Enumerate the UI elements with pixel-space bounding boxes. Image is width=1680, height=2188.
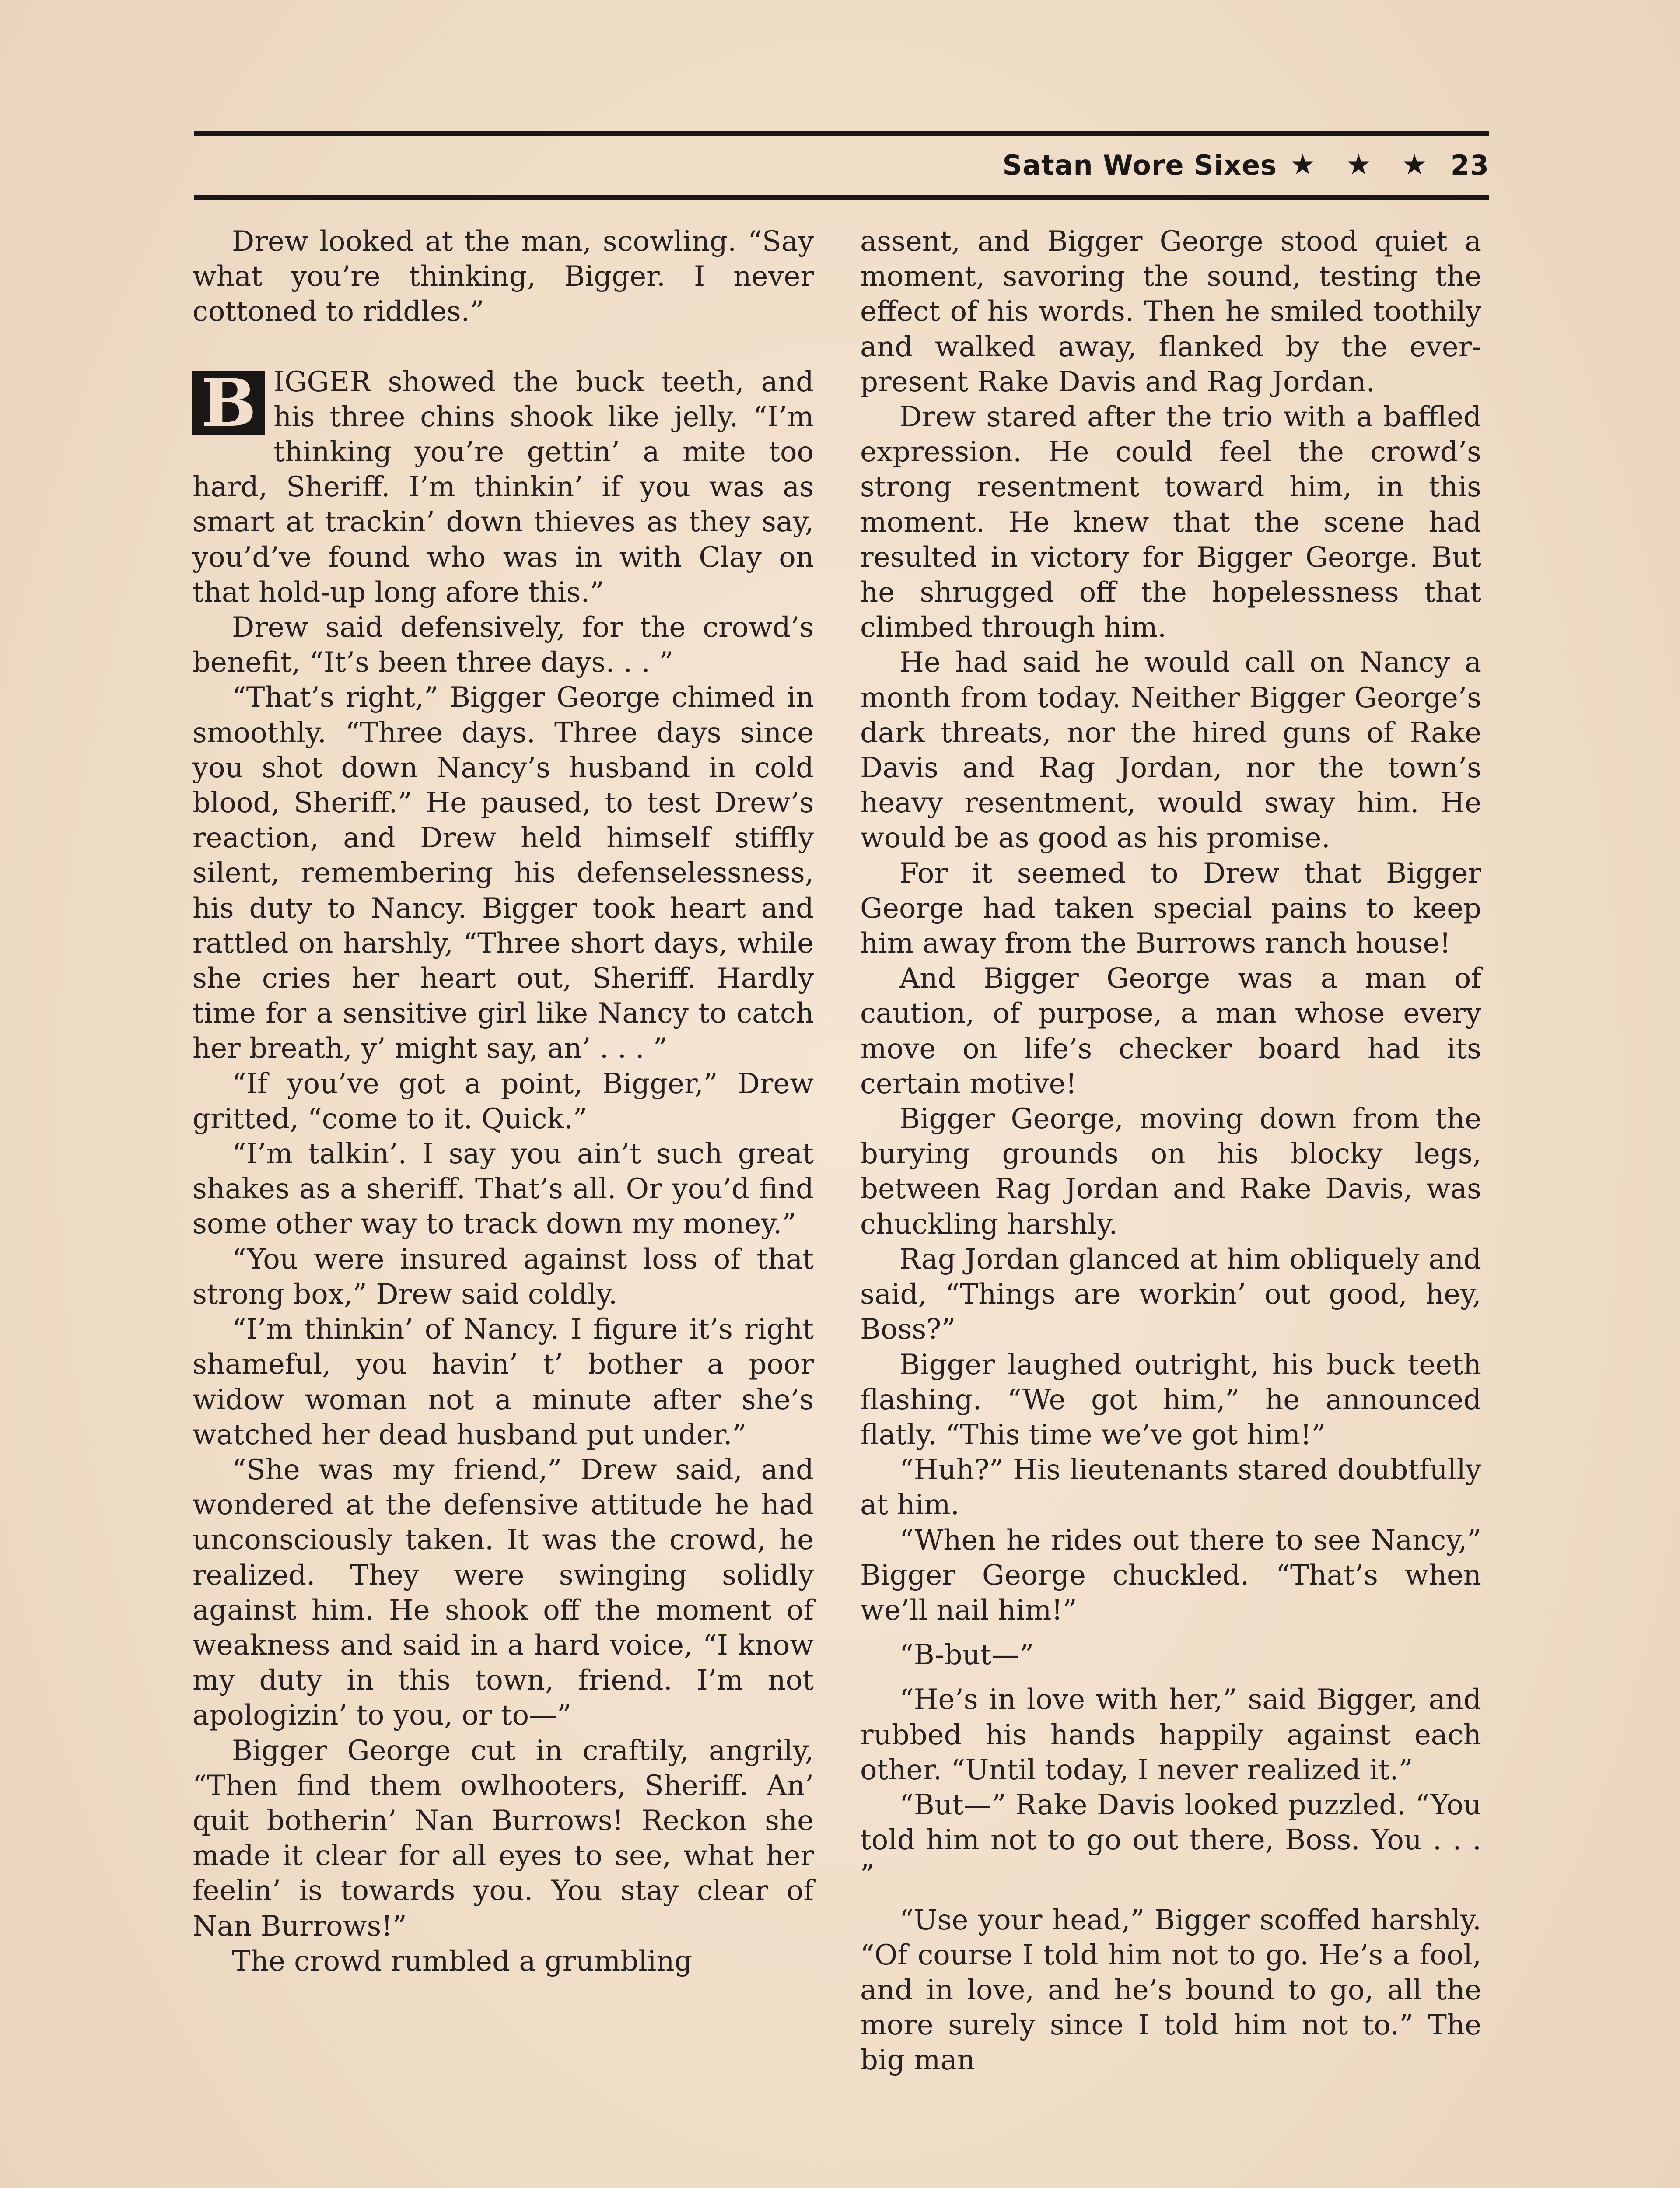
paragraph: Bigger George, moving down from the burying grounds on his blocky legs, between Rag Jordan and Rake Davis, was chuckling harshly. xyxy=(860,1103,1481,1241)
header-top-rule xyxy=(194,131,1489,136)
paragraph-text: IGGER showed the buck teeth, and his three chins shook like jelly. “I’m thinking you’re gettin’ a mite too hard, Sheriff. I’m thinkin’ if you was as smart at trackin’ down thieves as they say, you’d’ve found who was in with Clay on that hold-up long afore this.” xyxy=(192,365,814,609)
right-text-column xyxy=(860,224,1481,2078)
paragraph: Rag Jordan glanced at him obliquely and said, “Things are workin’ out good, hey, Boss?” xyxy=(860,1243,1481,1346)
paragraph: “That’s right,” Bigger George chimed in smoothly. “Three days. Three days since you shot down Nancy’s husband in cold blood, Sheriff.” He paused, to test Drew’s reaction, and Drew held himself stiffly silent, remembering his defenselessness, his duty to Nancy. Bigger took heart and rattled on harshly, “Three short days, while she cries her heart out, Sheriff. Hardly time for a sensitive girl like Nancy to catch her breath, y’ might say, an’ . . . ” xyxy=(192,681,814,1065)
paragraph-with-drop-cap xyxy=(192,365,814,610)
paragraph: “When he rides out there to see Nancy,” Bigger George chuckled. “That’s when we’ll nail him!” xyxy=(860,1524,1481,1627)
page-number: 23 xyxy=(1450,149,1489,181)
paragraph: Bigger George cut in craftily, angrily, “Then find them owlhooters, Sheriff. An’ quit botherin’ Nan Burrows! Reckon she made it clear for all eyes to see, what her feelin’ is towards you. You stay clear of Nan Burrows!” xyxy=(192,1734,814,1943)
paragraph: “If you’ve got a point, Bigger,” Drew gritted, “come to it. Quick.” xyxy=(192,1067,814,1135)
star-ornament-icon: ★ ★ ★ xyxy=(1290,149,1438,181)
paragraph: Drew looked at the man, scowling. “Say what you’re thinking, Bigger. I never cottoned to riddles.” xyxy=(192,225,814,328)
paragraph: He had said he would call on Nancy a month from today. Neither Bigger George’s dark threats, nor the hired guns of Rake Davis and Rag Jordan, nor the town’s heavy resentment, would sway him. He would be as good as his promise. xyxy=(860,646,1481,855)
paragraph: “Use your head,” Bigger scoffed harshly. “Of course I told him not to go. He’s a fool, and in love, and he’s bound to go, all the more surely since I told him not to.” The big man xyxy=(860,1904,1481,2077)
paragraph: “Huh?” His lieutenants stared doubtfully at him. xyxy=(860,1454,1481,1522)
running-header xyxy=(194,139,1489,191)
paragraph: Drew said defensively, for the crowd’s benefit, “It’s been three days. . . ” xyxy=(192,611,814,679)
paragraph: assent, and Bigger George stood quiet a moment, savoring the sound, testing the effect of his words. Then he smiled toothily and walked away, flanked by the ever-present Rake Davis and Rag Jordan. xyxy=(860,225,1481,398)
story-title: Satan Wore Sixes xyxy=(1002,149,1278,181)
paragraph: “You were insured against loss of that strong box,” Drew said coldly. xyxy=(192,1243,814,1311)
paragraph: Drew stared after the trio with a baffled expression. He could feel the crowd’s strong resentment toward him, in this moment. He knew that the scene had resulted in victory for Bigger George. But he shrugged off the hopelessness that climbed through him. xyxy=(860,401,1481,644)
paragraph: For it seemed to Drew that Bigger George had taken special pains to keep him away from the Burrows ranch house! xyxy=(860,857,1481,960)
paragraph: The crowd rumbled a grumbling xyxy=(232,1945,693,1978)
paragraph: “I’m talkin’. I say you ain’t such great shakes as a sheriff. That’s all. Or you’d find some other way to track down my money.” xyxy=(192,1138,814,1241)
paragraph: “B-but—” xyxy=(900,1639,1034,1672)
drop-cap: B xyxy=(192,371,265,435)
paragraph: “He’s in love with her,” said Bigger, and rubbed his hands happily against each other. “Until today, I never realized it.” xyxy=(860,1683,1481,1786)
header-bottom-rule xyxy=(194,195,1489,200)
paragraph: And Bigger George was a man of caution, of purpose, a man whose every move on life’s checker board had its certain motive! xyxy=(860,962,1481,1100)
paragraph: Bigger laughed outright, his buck teeth flashing. “We got him,” he announced flatly. “This time we’ve got him!” xyxy=(860,1348,1481,1451)
left-text-column xyxy=(192,224,814,1979)
paragraph: “She was my friend,” Drew said, and wondered at the defensive attitude he had unconsciously taken. It was the crowd, he realized. They were swinging solidly against him. He shook off the moment of weakness and said in a hard voice, “I know my duty in this town, friend. I’m not apologizin’ to you, or to—” xyxy=(192,1453,814,1732)
paragraph: “I’m thinkin’ of Nancy. I figure it’s right shameful, you havin’ t’ bother a poor widow woman not a minute after she’s watched her dead husband put under.” xyxy=(192,1313,814,1451)
paragraph: “But—” Rake Davis looked puzzled. “You told him not to go out there, Boss. You . . . ” xyxy=(860,1788,1481,1892)
